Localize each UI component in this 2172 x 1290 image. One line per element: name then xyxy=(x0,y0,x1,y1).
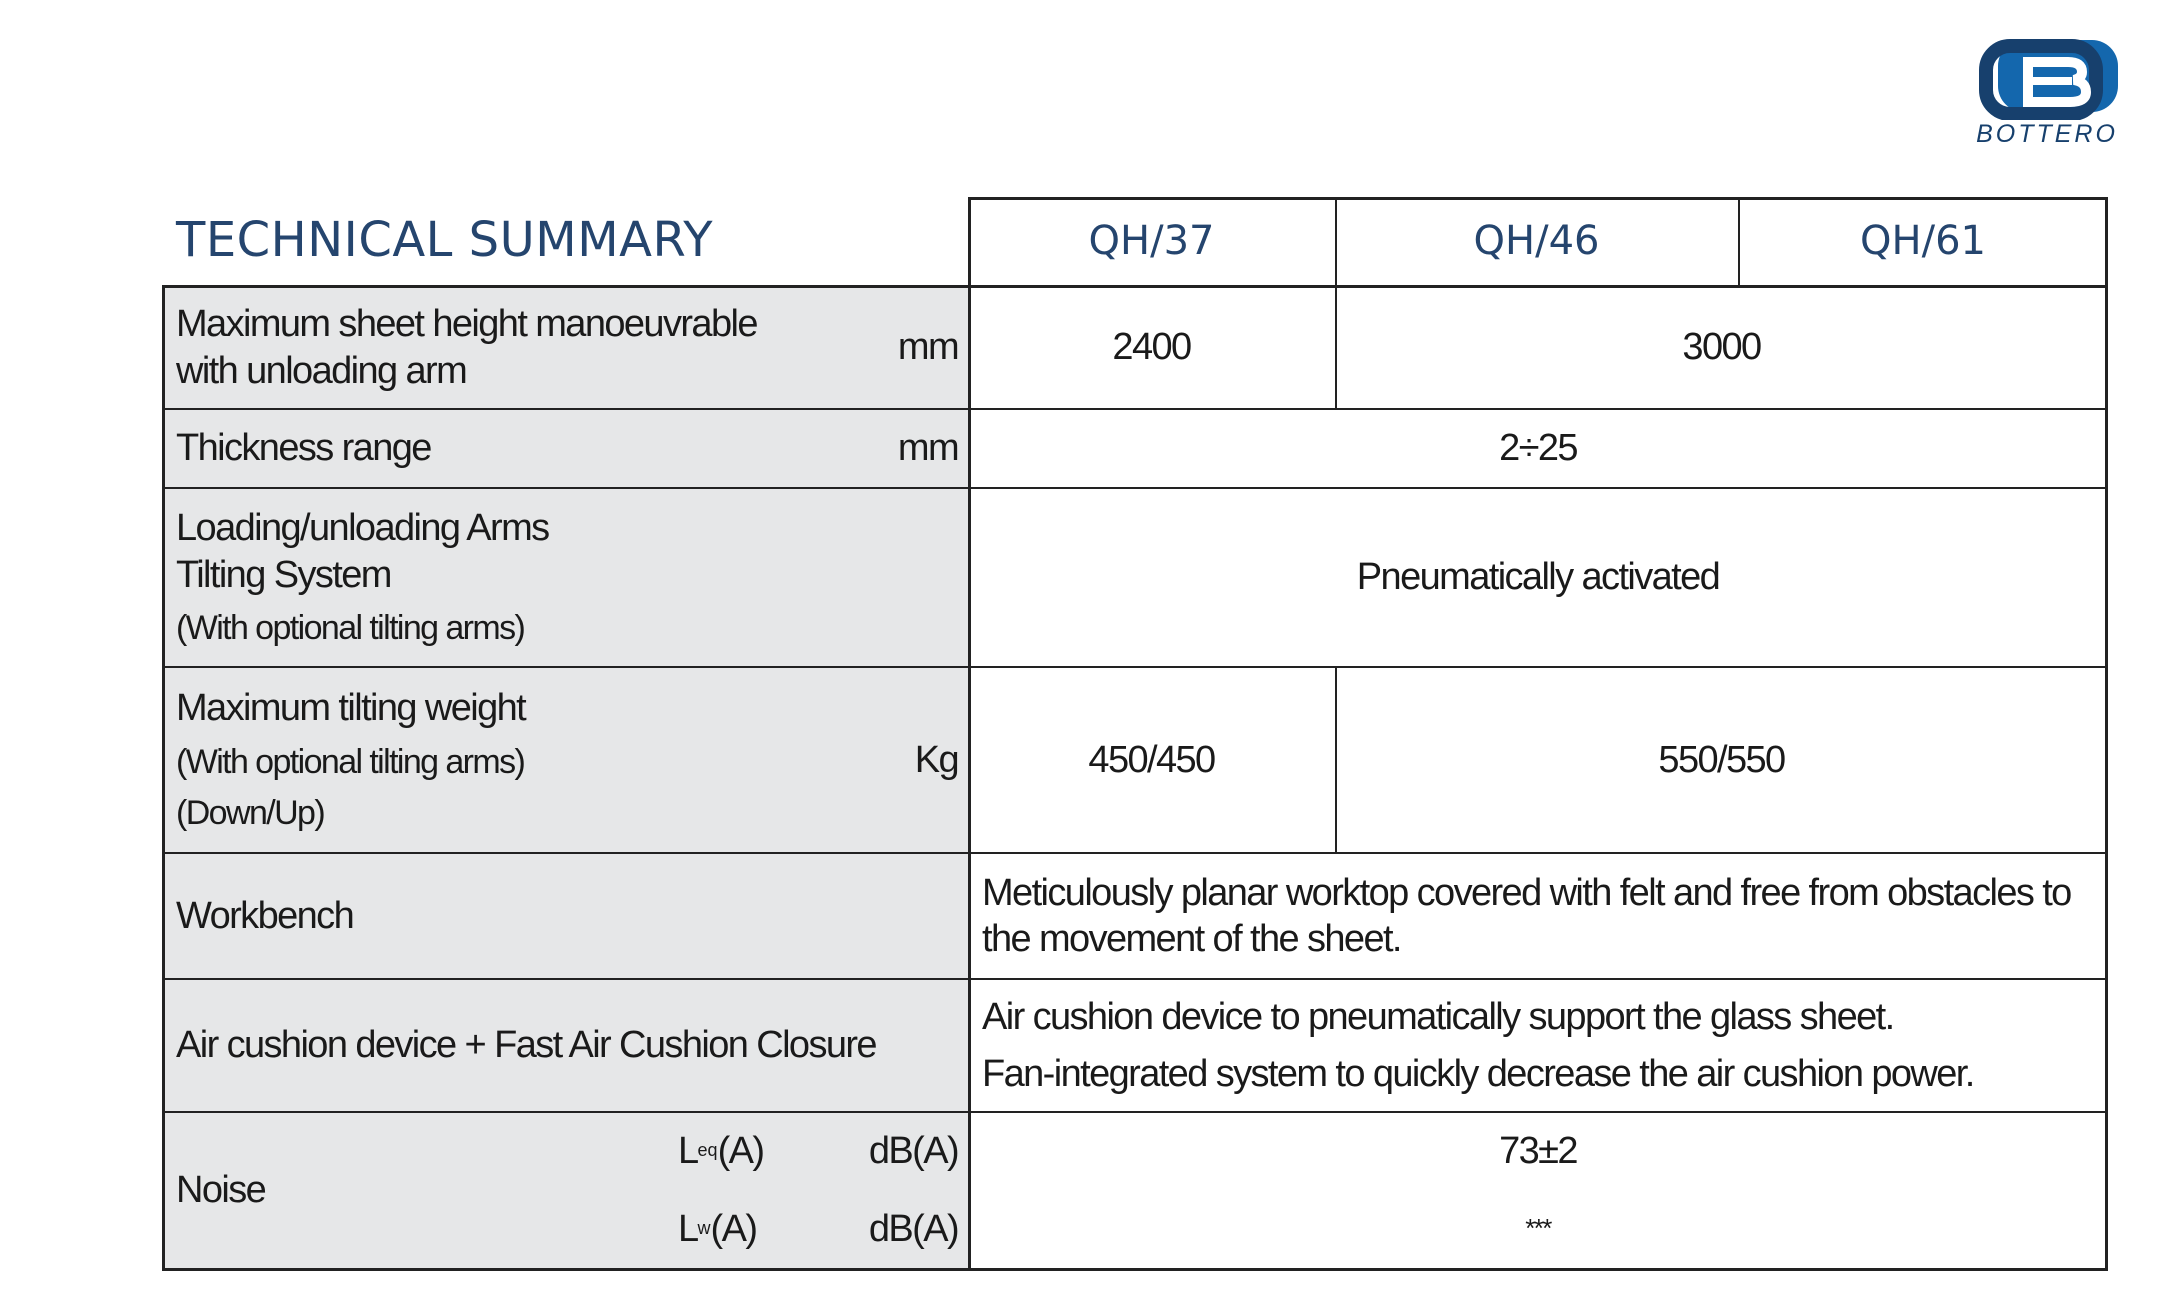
row-thickness-label: Thickness range xyxy=(162,409,862,488)
row-air-cushion-label: Air cushion device + Fast Air Cushion Closure xyxy=(162,979,968,1112)
row-tilting-system-label xyxy=(162,488,968,667)
noise-lw-sub: w xyxy=(697,1218,711,1239)
tilting-system-value: Pneumatically activated xyxy=(1356,556,1720,599)
air-cushion-value-line2: Fan-integrated system to quickly decrease the air cushion power. xyxy=(982,1052,1974,1095)
tilting-weight-qh37: 450/450 xyxy=(1088,738,1215,781)
sheet-height-label-text: Maximum sheet height manoeuvrable with unloading arm xyxy=(176,303,757,392)
noise-leq-label xyxy=(678,1112,798,1190)
border-row4-top xyxy=(162,666,2108,668)
border-row2-top xyxy=(162,408,2108,410)
border-top-header xyxy=(968,197,2108,200)
bottero-logo xyxy=(1958,36,2136,146)
page-title: TECHNICAL SUMMARY xyxy=(176,212,714,268)
tilting-weight-note2: (Down/Up) xyxy=(176,794,325,833)
row-thickness-unit: mm xyxy=(862,409,968,488)
border-qh46-qh61-header xyxy=(1738,197,1740,286)
logo-text: BOTTERO xyxy=(1976,120,2118,148)
border-qh37-row1 xyxy=(1335,286,1337,409)
model-header-qh37: QH/37 xyxy=(1088,218,1215,265)
technical-summary-table xyxy=(162,197,2108,1273)
tilting-weight-qh46-61: 550/550 xyxy=(1658,738,1785,781)
tilting-weight-label-text: Maximum tilting weight xyxy=(176,687,526,730)
border-label-value xyxy=(968,197,971,1271)
tilting-system-label-text: Loading/unloading Arms Tilting System xyxy=(176,507,549,596)
noise-lw-main: L xyxy=(678,1207,698,1250)
model-header-qh61: QH/61 xyxy=(1860,218,1986,265)
noise-leq-sub: eq xyxy=(697,1140,718,1161)
bottero-logo-icon xyxy=(1958,36,2136,120)
border-row7-top xyxy=(162,1111,2108,1113)
border-row1-top xyxy=(162,285,2108,288)
noise-value-2: *** xyxy=(1525,1213,1551,1244)
workbench-value xyxy=(968,853,2108,979)
workbench-value-text: Meticulously planar worktop covered with felt and free from obstacles to the movement of the sheet. xyxy=(982,871,2071,960)
row-noise-label: Noise xyxy=(162,1112,968,1268)
sheet-height-qh46-61: 3000 xyxy=(1682,326,1761,369)
row-tilting-weight-unit: Kg xyxy=(862,667,968,853)
model-header-qh46: QH/46 xyxy=(1473,218,1600,265)
tilting-system-note: (With optional tilting arms) xyxy=(176,609,525,648)
air-cushion-value xyxy=(968,979,2108,1112)
row-sheet-height-unit: mm xyxy=(862,286,968,409)
border-row6-top xyxy=(162,978,2108,980)
noise-unit-2: dB(A) xyxy=(868,1207,958,1250)
sheet-height-qh37: 2400 xyxy=(1112,326,1191,369)
row-workbench-label: Workbench xyxy=(162,853,968,979)
border-row3-top xyxy=(162,487,2108,489)
border-right xyxy=(2105,197,2108,1271)
air-cushion-value-line1: Air cushion device to pneumatically support the glass sheet. xyxy=(982,996,1894,1039)
thickness-value: 2÷25 xyxy=(1499,427,1577,470)
border-left xyxy=(162,285,165,1271)
noise-leq-main: L xyxy=(678,1129,698,1172)
border-row5-top xyxy=(162,852,2108,854)
noise-value-1: 73±2 xyxy=(1499,1129,1577,1172)
noise-lw-suffix: (A) xyxy=(710,1207,757,1250)
noise-leq-suffix: (A) xyxy=(717,1129,764,1172)
noise-unit-1: dB(A) xyxy=(868,1129,958,1172)
border-bottom xyxy=(162,1268,2108,1271)
row-tilting-weight-label xyxy=(162,667,862,853)
border-qh37-row4 xyxy=(1335,667,1337,853)
row-sheet-height-label xyxy=(162,286,862,409)
tilting-weight-note1: (With optional tilting arms) xyxy=(176,742,525,781)
border-qh37-qh46-header xyxy=(1335,197,1337,286)
noise-lw-label xyxy=(678,1190,798,1268)
